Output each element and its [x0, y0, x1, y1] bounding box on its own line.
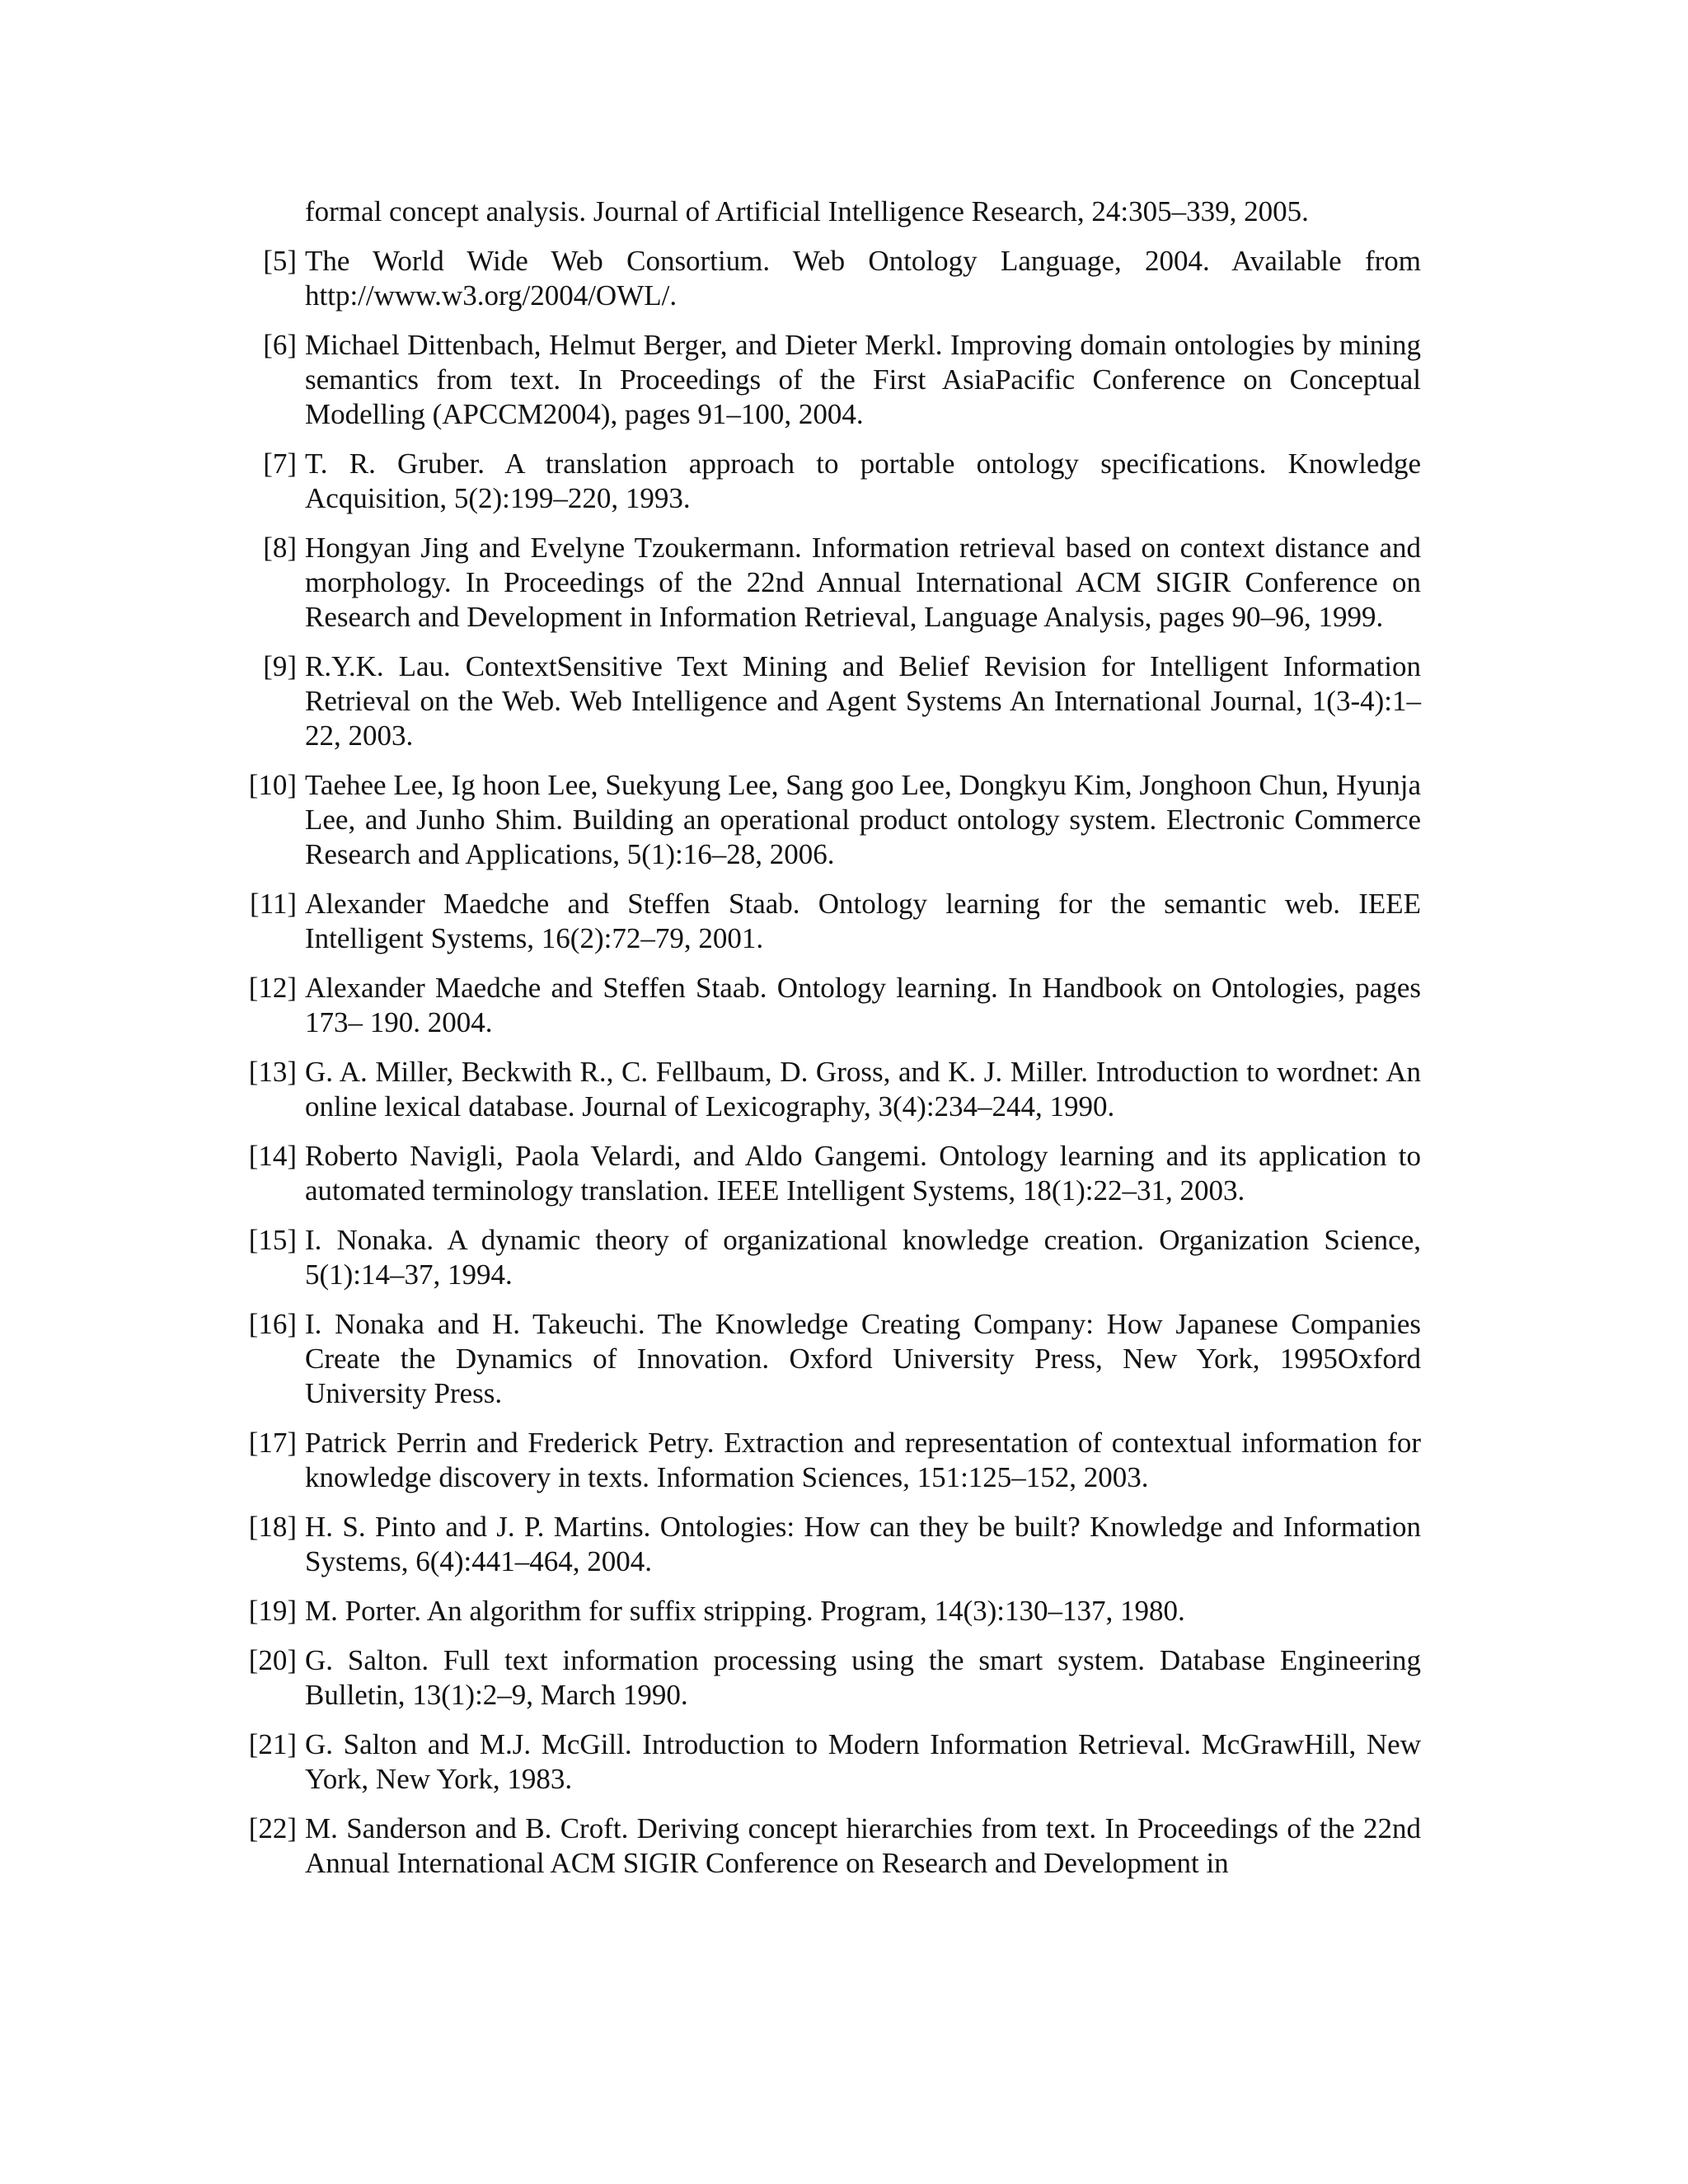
reference-number: [20]: [248, 1644, 297, 1676]
reference-number: [17]: [248, 1427, 297, 1459]
reference-number: [6]: [263, 329, 297, 361]
reference-text: T. R. Gruber. A translation approach to portable ontology specifications. Knowledge Acquisition, 5(2):199–220, 1993.: [305, 448, 1421, 514]
reference-entries: [247, 244, 1421, 1881]
reference-number: [10]: [248, 769, 297, 801]
reference-text: Patrick Perrin and Frederick Petry. Extraction and representation of contextual information for knowledge discovery in texts. Information Sciences, 151:125–152, 2003.: [305, 1427, 1421, 1493]
reference-number: [9]: [263, 650, 297, 682]
reference-item: [247, 1055, 1421, 1124]
reference-text: Hongyan Jing and Evelyne Tzoukermann. Information retrieval based on context distance and morphology. In Proceedings of the 22nd Annual International ACM SIGIR Conference on Research and Development in Information Retrieval, Language Analysis, pages 90–96, 1999.: [305, 532, 1421, 633]
reference-number: [12]: [248, 972, 297, 1004]
reference-number: [18]: [248, 1511, 297, 1543]
reference-number: [5]: [263, 245, 297, 277]
reference-item: [247, 971, 1421, 1040]
reference-item: [247, 1727, 1421, 1797]
reference-number: [19]: [248, 1595, 297, 1627]
reference-item: [247, 531, 1421, 635]
reference-text: H. S. Pinto and J. P. Martins. Ontologies: How can they be built? Knowledge and Information Systems, 6(4):441–464, 2004.: [305, 1511, 1421, 1577]
reference-text: R.Y.K. Lau. ContextSensitive Text Mining and Belief Revision for Intelligent Information Retrieval on the Web. Web Intelligence and Agent Systems An International Journal, 1(3-4):1–22, 2003.: [305, 650, 1421, 752]
reference-item: [247, 1510, 1421, 1579]
reference-item: [247, 1223, 1421, 1292]
reference-text: G. A. Miller, Beckwith R., C. Fellbaum, D. Gross, and K. J. Miller. Introduction to wordnet: An online lexical database. Journal of Lexicography, 3(4):234–244, 1990.: [305, 1056, 1421, 1122]
reference-text: The World Wide Web Consortium. Web Ontology Language, 2004. Available from http://www.w3.org/2004/OWL/.: [305, 245, 1421, 312]
reference-continuation: formal concept analysis. Journal of Artificial Intelligence Research, 24:305–339, 2005.: [305, 195, 1309, 227]
reference-item: [247, 887, 1421, 956]
reference-text: Michael Dittenbach, Helmut Berger, and Dieter Merkl. Improving domain ontologies by mining semantics from text. In Proceedings of the First AsiaPacific Conference on Conceptual Modelling (APCCM2004), pages 91–100, 2004.: [305, 329, 1421, 430]
reference-text: Taehee Lee, Ig hoon Lee, Suekyung Lee, Sang goo Lee, Dongkyu Kim, Jonghoon Chun, Hyunja Lee, and Junho Shim. Building an operational product ontology system. Electronic Commerce Research and Applications, 5(1):16–28, 2006.: [305, 769, 1421, 870]
reference-number: [16]: [248, 1308, 297, 1340]
reference-number: [15]: [248, 1224, 297, 1256]
reference-number: [7]: [263, 448, 297, 480]
reference-item: [247, 768, 1421, 872]
reference-item: [247, 1594, 1421, 1629]
reference-text: M. Sanderson and B. Croft. Deriving concept hierarchies from text. In Proceedings of the 22nd Annual International ACM SIGIR Conference on Research and Development in: [305, 1812, 1421, 1879]
reference-number: [22]: [248, 1812, 297, 1844]
reference-number: [8]: [263, 532, 297, 564]
reference-number: [21]: [248, 1728, 297, 1760]
reference-item: [247, 649, 1421, 753]
reference-item: [247, 1811, 1421, 1881]
reference-text: Alexander Maedche and Steffen Staab. Ontology learning. In Handbook on Ontologies, pages 173– 190. 2004.: [305, 972, 1421, 1038]
reference-item: [247, 1139, 1421, 1208]
reference-text: Alexander Maedche and Steffen Staab. Ontology learning for the semantic web. IEEE Intelligent Systems, 16(2):72–79, 2001.: [305, 888, 1421, 954]
reference-text: I. Nonaka and H. Takeuchi. The Knowledge Creating Company: How Japanese Companies Create the Dynamics of Innovation. Oxford University Press, New York, 1995Oxford University Press.: [305, 1308, 1421, 1409]
reference-text: M. Porter. An algorithm for suffix stripping. Program, 14(3):130–137, 1980.: [305, 1595, 1185, 1627]
reference-text: G. Salton. Full text information processing using the smart system. Database Engineering Bulletin, 13(1):2–9, March 1990.: [305, 1644, 1421, 1711]
reference-text: I. Nonaka. A dynamic theory of organizational knowledge creation. Organization Science, 5(1):14–37, 1994.: [305, 1224, 1421, 1291]
reference-item: [247, 244, 1421, 313]
reference-list: [247, 194, 1421, 1896]
reference-item: [247, 1643, 1421, 1713]
reference-item: [247, 1307, 1421, 1411]
reference-item: [247, 1426, 1421, 1495]
reference-text: Roberto Navigli, Paola Velardi, and Aldo Gangemi. Ontology learning and its application to automated terminology translation. IEEE Intelligent Systems, 18(1):22–31, 2003.: [305, 1140, 1421, 1207]
reference-number: [13]: [248, 1056, 297, 1088]
reference-item: [247, 447, 1421, 516]
reference-number: [11]: [249, 888, 297, 920]
reference-number: [14]: [248, 1140, 297, 1172]
reference-item: [247, 328, 1421, 432]
reference-text: G. Salton and M.J. McGill. Introduction to Modern Information Retrieval. McGrawHill, New York, New York, 1983.: [305, 1728, 1421, 1795]
